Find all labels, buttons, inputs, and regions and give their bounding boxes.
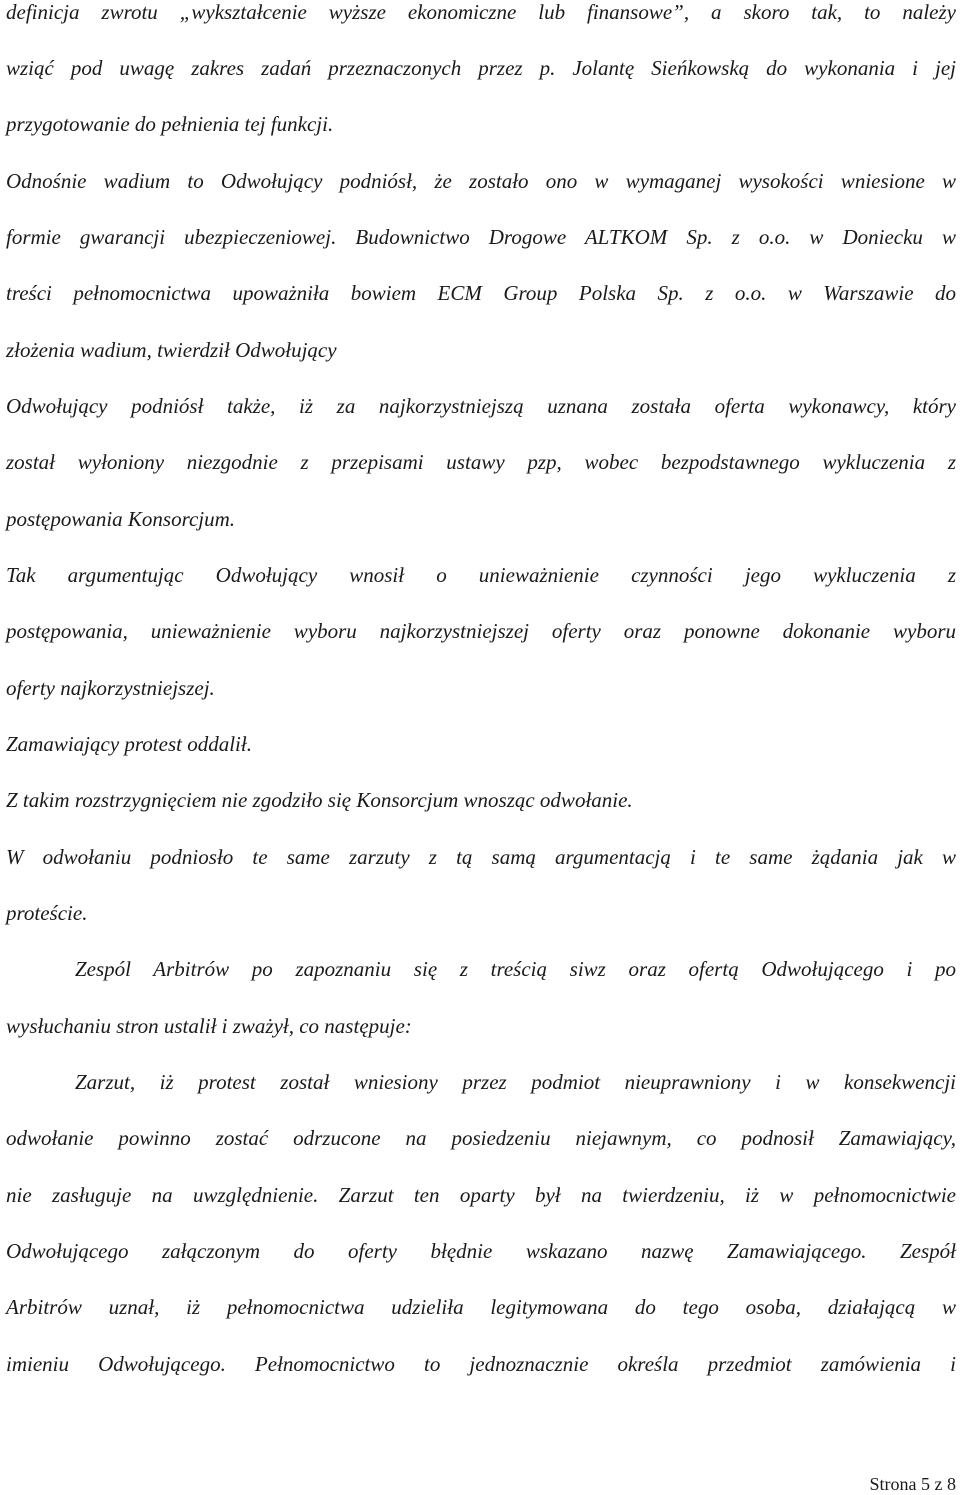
text-line: nie zasługuje na uwzględnienie. Zarzut ten oparty był na twierdzeniu, iż w pełnomocnictwie	[6, 1183, 956, 1207]
text-line: wziąć pod uwagę zakres zadań przeznaczonych przez p. Jolantę Sieńkowską do wykonania i jej	[6, 56, 956, 80]
text-line: Tak argumentując Odwołujący wnosił o unieważnienie czynności jego wykluczenia z	[6, 563, 956, 587]
text-line: formie gwarancji ubezpieczeniowej. Budownictwo Drogowe ALTKOM Sp. z o.o. w Doniecku w	[6, 225, 956, 249]
text-line: wysłuchaniu stron ustalił i zważył, co następuje:	[6, 1014, 412, 1038]
page-number: Strona 5 z 8	[869, 1474, 956, 1494]
text-line: definicja zwrotu „wykształcenie wyższe ekonomiczne lub finansowe”, a skoro tak, to należy	[6, 0, 956, 24]
text-line: przygotowanie do pełnienia tej funkcji.	[6, 112, 334, 136]
text-line: Arbitrów uznał, iż pełnomocnictwa udzieliła legitymowana do tego osoba, działającą w	[6, 1295, 956, 1319]
text-line: Odwołującego załączonym do oferty błędnie wskazano nazwę Zamawiającego. Zespół	[6, 1239, 956, 1263]
text-line: Zamawiający protest oddalił.	[6, 732, 252, 756]
text-line: odwołanie powinno zostać odrzucone na posiedzeniu niejawnym, co podnosił Zamawiający,	[6, 1126, 956, 1150]
text-line: Odnośnie wadium to Odwołujący podniósł, że zostało ono w wymaganej wysokości wniesione w	[6, 169, 956, 193]
text-line: Z takim rozstrzygnięciem nie zgodziło się Konsorcjum wnosząc odwołanie.	[6, 788, 633, 812]
text-line: W odwołaniu podniosło te same zarzuty z tą samą argumentacją i te same żądania jak w	[6, 845, 956, 869]
text-line: postępowania Konsorcjum.	[6, 507, 236, 531]
text-line: imieniu Odwołującego. Pełnomocnictwo to jednoznacznie określa przedmiot zamówienia i	[6, 1352, 956, 1376]
text-line: oferty najkorzystniejszej.	[6, 676, 215, 700]
text-line: postępowania, unieważnienie wyboru najkorzystniejszej oferty oraz ponowne dokonanie wyboru	[6, 619, 956, 643]
text-line: Odwołujący podniósł także, iż za najkorzystniejszą uznana została oferta wykonawcy, który	[6, 394, 956, 418]
text-line: Zespól Arbitrów po zapoznaniu się z treścią siwz oraz ofertą Odwołującego i po	[75, 957, 956, 981]
text-line: Zarzut, iż protest został wniesiony przez podmiot nieuprawniony i w konsekwencji	[75, 1070, 956, 1094]
text-line: złożenia wadium, twierdził Odwołujący	[6, 338, 337, 362]
text-line: został wyłoniony niezgodnie z przepisami ustawy pzp, wobec bezpodstawnego wykluczenia z	[6, 450, 956, 474]
text-line: proteście.	[6, 901, 88, 925]
text-line: treści pełnomocnictwa upoważniła bowiem ECM Group Polska Sp. z o.o. w Warszawie do	[6, 281, 956, 305]
